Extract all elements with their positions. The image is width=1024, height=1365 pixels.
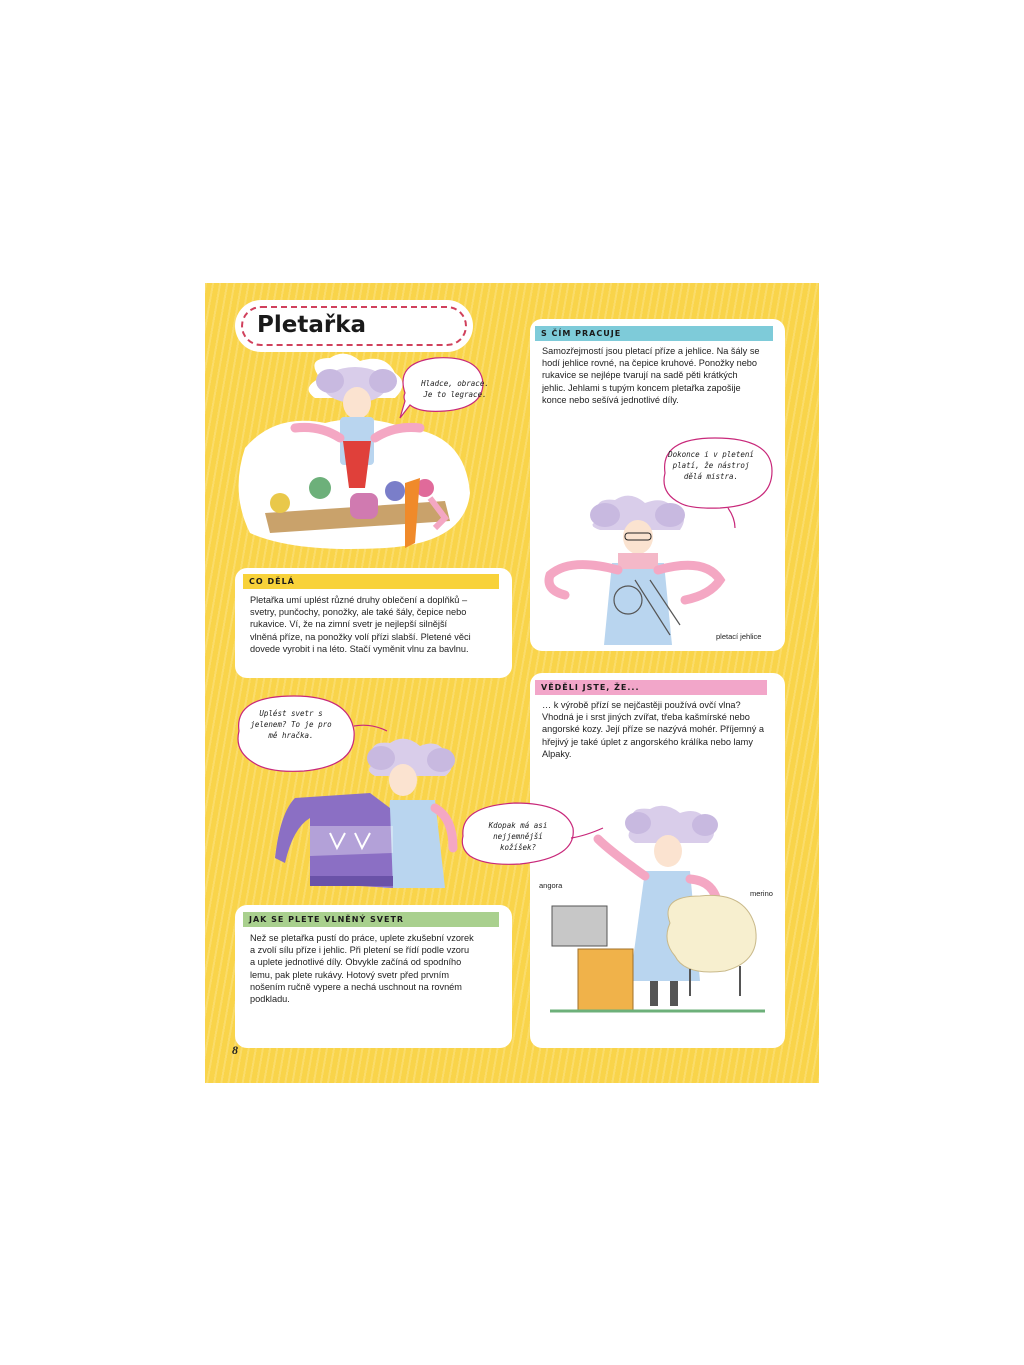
text-vedeli-jste: … k výrobě přízí se nejčastěji používá ovčí vlna? Vhodná je i srst jiných zvířat, třeba kašmírské nebo angorské kozy. Její příze se nazývá mohér. Příjemný a hřejivý je také úplet z angorského králíka nebo lamy Alpaky.	[542, 700, 764, 759]
knitter-needles-illustration	[540, 495, 730, 650]
bubble-text-hladce: Hladce, obrace. Je to legrace.	[421, 379, 489, 399]
text-s-cim-pracuje: Samozřejmostí jsou pletací příze a jehlice. Na šály se hodí jehlice rovné, na čepice kruhové. Ponožky nebo rukavice se nejlépe tvarují na sadě pěti krátkých jehlic. Jehlami s tupým koncem pletařka zapošije konce nebo sešívá jednotlivé díly.	[542, 346, 760, 405]
header-jak-se-plete: JAK SE PLETE VLNĚNÝ SVETR	[243, 912, 499, 927]
label-angora: angora	[539, 881, 563, 890]
label-pletaci-jehlice: pletací jehlice	[716, 632, 762, 641]
knitter-sheep-illustration	[550, 811, 765, 1021]
bubble-text-kdopak: Kdopak má asi nejjemnější kožíšek?	[488, 821, 548, 852]
header-co-dela: CO DĚLÁ	[243, 574, 499, 589]
bubble-text-dokonce: Dokonce i v pletení platí, že nástroj dělá mistra.	[668, 450, 754, 481]
page-title: Pletařka	[257, 312, 367, 338]
bubble-text-uplest: Uplést svetr s jelenem? To je pro mě hračka.	[250, 709, 332, 740]
header-s-cim-pracuje: S ČÍM PRACUJE	[535, 326, 773, 341]
page-number: 8	[232, 1043, 238, 1057]
title-badge	[235, 300, 473, 352]
header-vedeli-jste: VĚDĚLI JSTE, ŽE...	[535, 680, 767, 695]
label-merino: merino	[750, 889, 773, 898]
text-jak-se-plete: Než se pletařka pustí do práce, uplete zkušební vzorek a zvolí sílu příze i jehlic. Při pletení se řídí podle vzoru a uplete jednotlivé díly. Obvykle začíná od spodního lemu, pak plete rukávy. Hotový svetr před prvním nošením ručně vypere a nechá uschnout na rovném podkladu.	[250, 933, 474, 1005]
text-co-dela: Pletařka umí uplést různé druhy oblečení a doplňků – svetry, punčochy, ponožky, ale také šály, čepice nebo rukavice. Ví, že na zimní svetr je nejlepší silnější vlněná příze, na ponožky volí přízi slabší. Pletené věci dovede vyrobit i na léto. Stačí vyměnit vlnu za bavlnu.	[250, 595, 471, 654]
page-spread	[205, 283, 819, 1083]
